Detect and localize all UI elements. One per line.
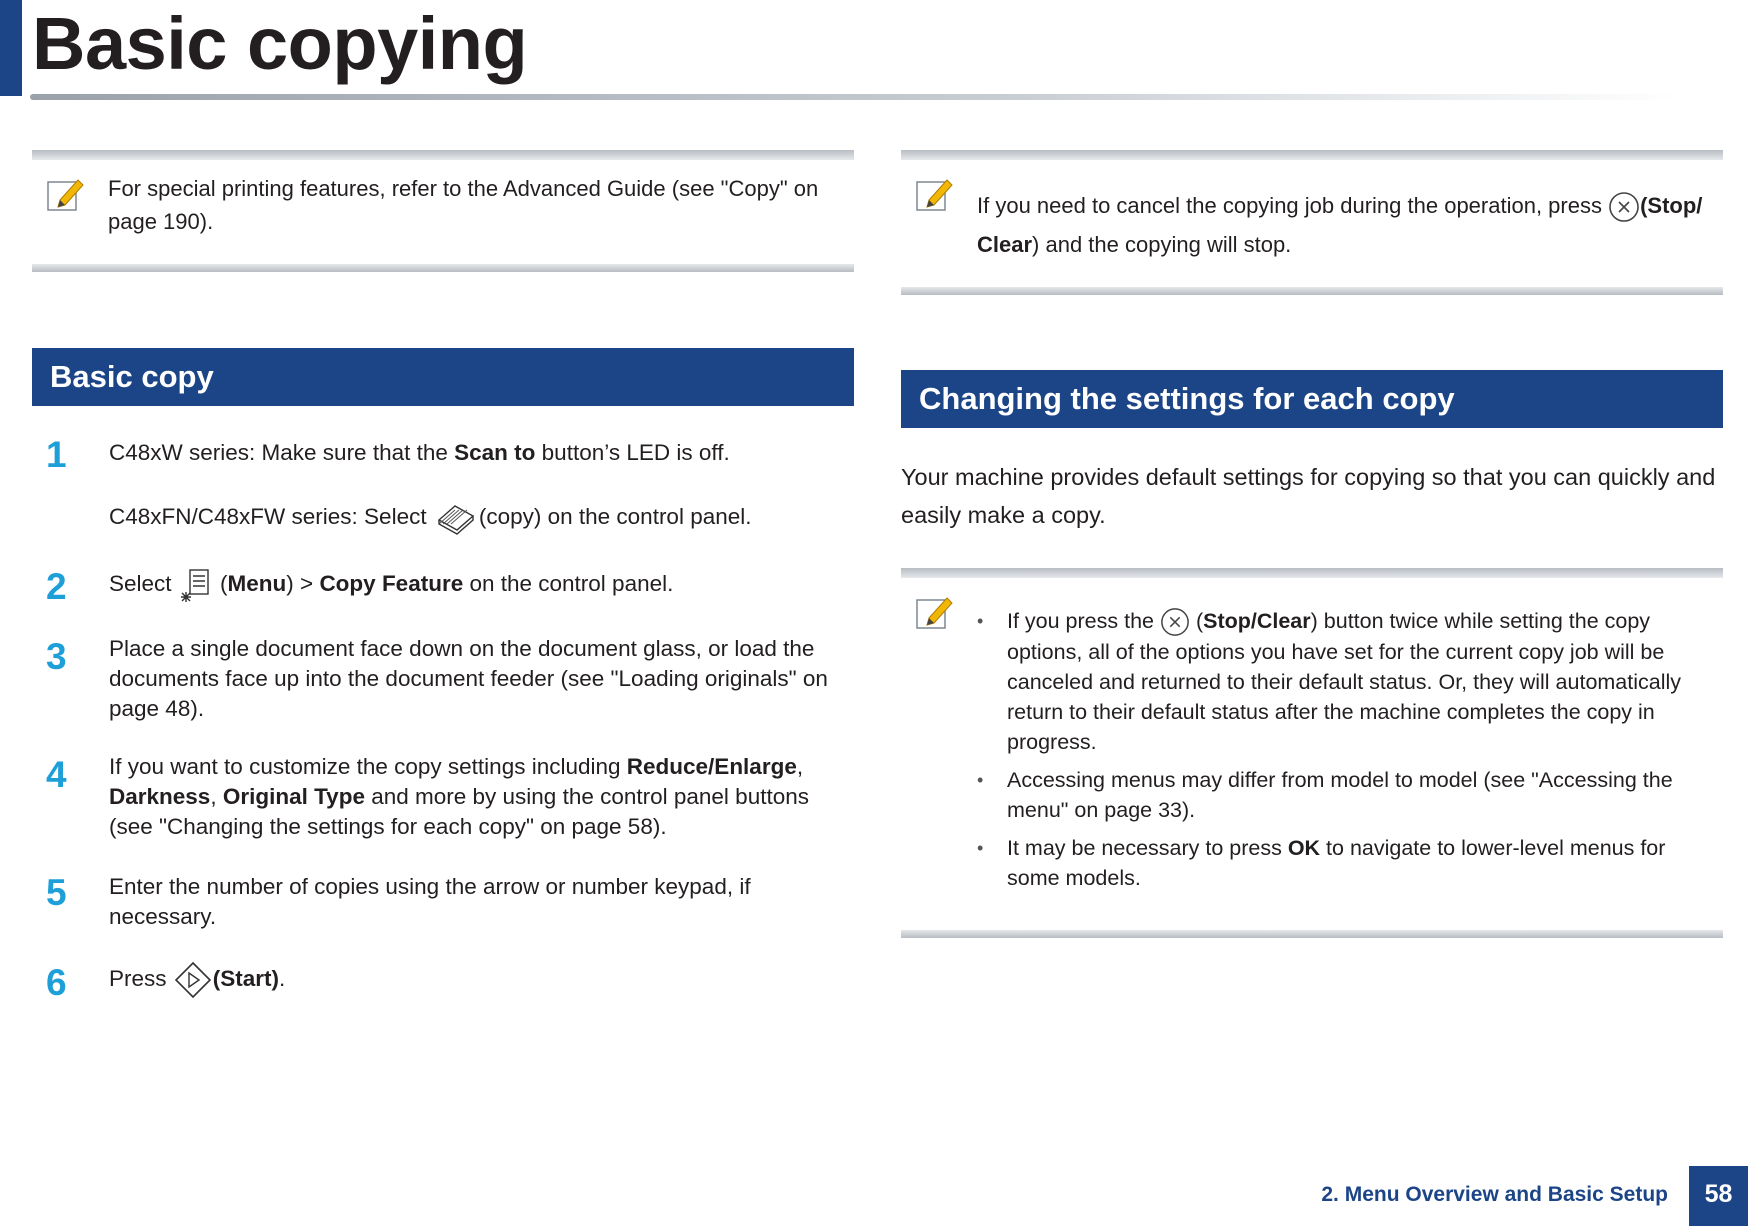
note-text-right xyxy=(977,186,1719,264)
note-bottom-border xyxy=(901,287,1723,295)
step-text-5: Enter the number of copies using the arrow or number keypad, if necessary. xyxy=(109,874,751,929)
page-number: 58 xyxy=(1689,1166,1748,1226)
step-number-3: 3 xyxy=(46,636,67,677)
start-icon xyxy=(173,960,213,1000)
step-text-4: If you want to customize the copy settings including Reduce/Enlarge, Darkness, Original Type and more by using the control panel buttons (see "Changing the settings for each copy" on page 58). xyxy=(109,754,809,839)
step-text-1b: C48xFN/C48xFW series: Select (copy) on the control panel. xyxy=(109,498,854,538)
bullet-item-ok: • It may be necessary to press OK to navigate to lower-level menus for some models. xyxy=(1007,833,1719,893)
bullet-item-menus: • Accessing menus may differ from model to model (see "Accessing the menu" on page 33). xyxy=(1007,765,1719,825)
note-top-border xyxy=(32,150,854,160)
start-label: (Start) xyxy=(212,965,280,991)
note-bottom-border xyxy=(32,264,854,272)
section-header-basic-copy: Basic copy xyxy=(32,348,854,406)
copy-icon xyxy=(433,498,479,538)
note-top-border xyxy=(901,568,1723,578)
section-header-changing-settings: Changing the settings for each copy xyxy=(901,370,1723,428)
note-bottom-border xyxy=(901,930,1723,938)
note-box-left xyxy=(32,150,854,272)
step-number-6: 6 xyxy=(46,962,67,1003)
note-text-left: For special printing features, refer to the Advanced Guide (see "Copy" on page 190). xyxy=(108,176,819,234)
step-number-5: 5 xyxy=(46,872,67,913)
step-number-1: 1 xyxy=(46,434,67,475)
step-text-1: C48xW series: Make sure that the Scan to button’s LED is off. xyxy=(109,440,730,465)
pencil-note-icon xyxy=(915,174,955,212)
pencil-note-icon xyxy=(46,174,86,212)
stop-clear-icon xyxy=(1608,191,1640,223)
stop-clear-icon xyxy=(1160,607,1190,637)
note-text-after: ) and the copying will stop. xyxy=(1032,232,1292,257)
step-text-2: Select (Menu) > Copy Feature on the control panel. xyxy=(109,566,854,604)
copy-feature-label: Copy Feature xyxy=(319,570,464,596)
step-number-4: 4 xyxy=(46,754,67,795)
bullet-item-stop-clear: • If you press the (Stop/Clear) button twice while setting the copy options, all of the options you have set for the current copy job will be canceled and returned to their default status. Or, they will automatically return to their default status after the machine completes the copy in progress. xyxy=(1007,606,1719,757)
footer-section-title: 2. Menu Overview and Basic Setup xyxy=(1321,1183,1668,1206)
note-box-right xyxy=(901,150,1723,295)
note-top-border xyxy=(901,150,1723,160)
note-bullet-list xyxy=(1007,606,1719,901)
scan-to-label: Scan to xyxy=(454,440,536,465)
title-accent-bar xyxy=(0,0,22,96)
pencil-note-icon xyxy=(915,592,955,630)
stop-clear-label: (Stop/ Clear xyxy=(977,193,1703,257)
step-number-2: 2 xyxy=(46,566,67,607)
menu-icon xyxy=(178,566,214,604)
page-title: Basic copying xyxy=(32,2,528,85)
note-text-before: If you need to cancel the copying job during the operation, press xyxy=(977,193,1609,218)
step-text-6: Press (Start). xyxy=(109,960,854,1000)
title-underline xyxy=(30,94,1680,100)
changing-intro-text: Your machine provides default settings for copying so that you can quickly and easily make a copy. xyxy=(901,464,1716,528)
step-text-3: Place a single document face down on the document glass, or load the documents face up into the document feeder (see "Loading originals" on page 48). xyxy=(109,636,828,721)
menu-label: Menu xyxy=(227,570,287,596)
